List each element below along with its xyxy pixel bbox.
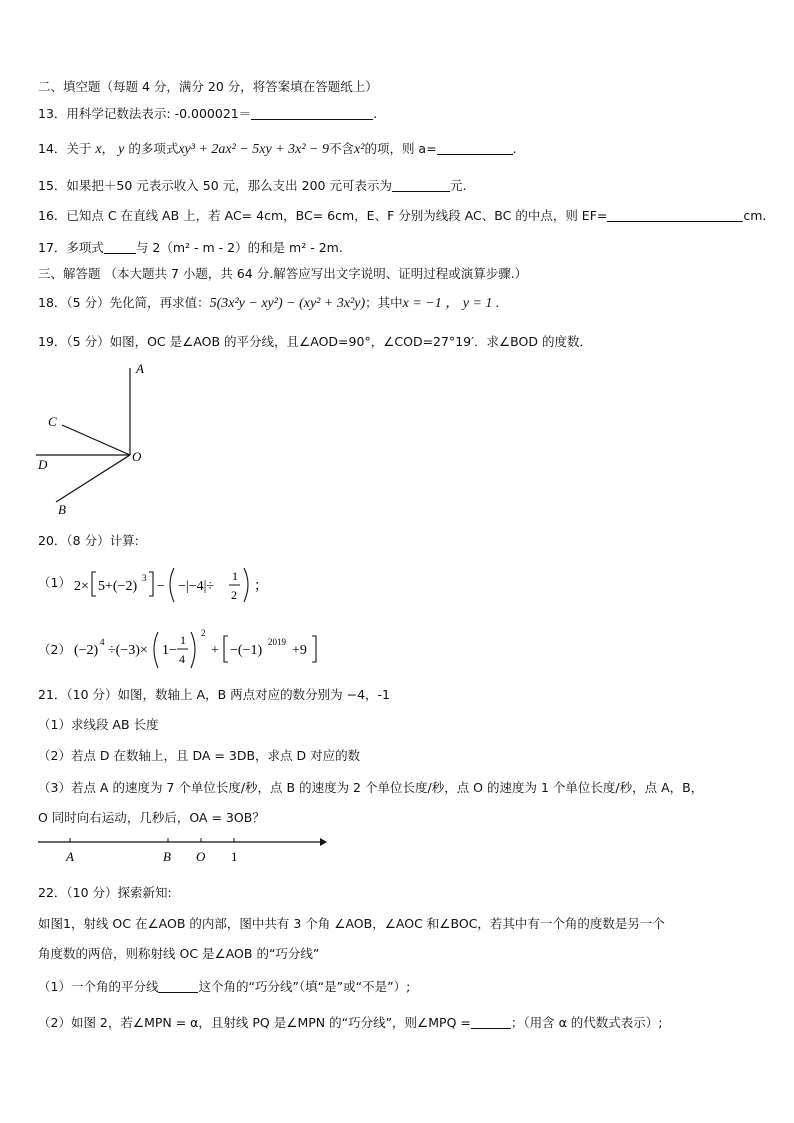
question-20 bbox=[38, 532, 139, 550]
q22-definition-line2: 角度数的两倍，则称射线 OC 是∠AOB 的“巧分线” bbox=[38, 946, 320, 961]
q22-part1-text-b: 这个角的“巧分线”（填“是”或“不是”）; bbox=[198, 979, 411, 994]
question-19 bbox=[38, 333, 592, 351]
q13-text: 用科学记数法表示: -0.000021＝ bbox=[66, 106, 252, 121]
q17-text-b: 与 2（m² - m - 2）的和是 m² - 2m. bbox=[135, 240, 343, 255]
q16-unit: cm. bbox=[743, 208, 767, 223]
svg-text:(−2): (−2) bbox=[74, 643, 99, 658]
q14-prefix: 关于 bbox=[66, 141, 92, 156]
q21-score: （10 分） bbox=[66, 687, 118, 702]
q22-definition-line1: 如图1，射线 OC 在∠AOB 的内部，图中共有 3 个角 ∠AOB，∠AOC 和∠BOC，若其中有一个角的度数是另一个 bbox=[38, 916, 665, 931]
q20-part1-expression bbox=[70, 562, 300, 608]
q15-unit: 元. bbox=[449, 178, 467, 193]
q15-answer-blank[interactable] bbox=[392, 178, 450, 192]
q14-cond-a: 不含 bbox=[329, 141, 355, 156]
q14-polynomial: xy³ + 2ax² − 5xy + 3x² − 9 bbox=[178, 142, 330, 157]
q16-answer-blank[interactable] bbox=[607, 208, 743, 222]
svg-text:2019: 2019 bbox=[268, 637, 286, 647]
q18-text-b: ；其中 bbox=[365, 295, 403, 310]
q14-term: x² bbox=[354, 142, 365, 157]
question-21 bbox=[38, 686, 390, 704]
q15-text: 如果把＋50 元表示收入 50 元，那么支出 200 元可表示为 bbox=[66, 178, 392, 193]
q13-answer-blank[interactable] bbox=[251, 106, 373, 120]
q21-number-line bbox=[36, 834, 336, 866]
q19-angle-figure bbox=[30, 360, 150, 520]
q17-number: 17． bbox=[38, 240, 67, 255]
q18-number: 18． bbox=[38, 295, 67, 310]
axis-label-o: O bbox=[196, 849, 206, 864]
svg-text:1: 1 bbox=[180, 633, 186, 647]
q16-text: 已知点 C 在直线 AB 上，若 AC= 4cm，BC= 6cm，E、F 分别为线段 AC、BC 的中点，则 EF= bbox=[66, 208, 608, 223]
q17-answer-blank[interactable] bbox=[104, 240, 136, 254]
q14-sep: ， bbox=[101, 141, 115, 156]
q15-number: 15． bbox=[38, 178, 67, 193]
question-22 bbox=[38, 884, 172, 902]
q22-part2-text-b: ；（用含 α 的代数式表示）; bbox=[510, 1015, 663, 1030]
axis-arrow-icon bbox=[320, 838, 327, 846]
q22-text: 探索新知: bbox=[117, 885, 172, 900]
question-17 bbox=[38, 239, 343, 257]
q22-part1 bbox=[38, 978, 410, 996]
q20-part1-label: （1） bbox=[38, 575, 71, 590]
q21-text: 如图，数轴上 A，B 两点对应的数分别为 −4，-1 bbox=[117, 687, 390, 702]
q14-cond-b: 的项，则 a= bbox=[364, 141, 437, 156]
q21-part1: （1）求线段 AB 长度 bbox=[38, 717, 159, 732]
axis-label-a: A bbox=[66, 849, 74, 864]
q20-number: 20． bbox=[38, 533, 67, 548]
q13-number: 13． bbox=[38, 106, 67, 121]
q18-condition: x = −1 ， y = 1 . bbox=[402, 296, 500, 311]
ray-oc bbox=[62, 425, 130, 455]
q17-text-a: 多项式 bbox=[66, 240, 104, 255]
q22-part1-text-a: （1）一个角的平分线 bbox=[38, 979, 159, 994]
question-16 bbox=[38, 207, 766, 225]
q20-part2-expression bbox=[70, 624, 340, 672]
q21-number: 21． bbox=[38, 687, 67, 702]
section3-header: 三、解答题 （本大题共 7 小题，共 64 分.解答应写出文字说明、证明过程或演算步骤.） bbox=[38, 266, 528, 281]
label-b: B bbox=[58, 502, 66, 517]
q13-end: . bbox=[373, 106, 378, 121]
q22-part2-blank[interactable] bbox=[471, 1015, 511, 1029]
label-d: D bbox=[38, 457, 48, 472]
svg-text:÷(−3)×: ÷(−3)× bbox=[108, 643, 148, 658]
q22-score: （10 分） bbox=[66, 885, 118, 900]
svg-text:4: 4 bbox=[100, 637, 105, 647]
q18-score: （5 分） bbox=[66, 295, 110, 310]
svg-text:1−: 1− bbox=[162, 643, 177, 658]
q19-text: 如图，OC 是∠AOB 的平分线，且∠AOD=90°，∠COD=27°19′．求∠BOD 的度数． bbox=[109, 334, 592, 349]
q14-answer-blank[interactable] bbox=[437, 141, 513, 155]
svg-text:+: + bbox=[211, 643, 219, 658]
q14-end: . bbox=[512, 141, 517, 156]
question-13 bbox=[38, 105, 377, 123]
label-c: C bbox=[48, 414, 57, 429]
question-15 bbox=[38, 177, 466, 195]
svg-text:4: 4 bbox=[179, 652, 185, 666]
svg-text:−: − bbox=[157, 579, 165, 594]
q21-part3-line2: O 同时向右运动，几秒后，OA = 3OB？ bbox=[38, 810, 265, 825]
label-o: O bbox=[132, 449, 142, 464]
axis-label-b: B bbox=[163, 849, 171, 864]
axis-label-one: 1 bbox=[231, 849, 238, 864]
svg-text:2×: 2× bbox=[74, 579, 89, 594]
q16-number: 16． bbox=[38, 208, 67, 223]
svg-text:+9: +9 bbox=[292, 643, 307, 658]
q19-number: 19． bbox=[38, 334, 67, 349]
q22-part2 bbox=[38, 1014, 663, 1032]
svg-text:3: 3 bbox=[142, 573, 147, 583]
q20-score: （8 分） bbox=[66, 533, 110, 548]
svg-text:−|−4|÷: −|−4|÷ bbox=[178, 579, 215, 594]
q14-number: 14． bbox=[38, 141, 67, 156]
svg-text:；: ； bbox=[254, 579, 268, 594]
q22-part1-blank[interactable] bbox=[158, 979, 198, 993]
question-14 bbox=[38, 140, 517, 159]
q18-text-a: 先化简，再求值： bbox=[109, 295, 210, 310]
svg-text:2: 2 bbox=[201, 628, 206, 638]
label-a: A bbox=[136, 361, 144, 376]
section2-header: 二、填空题（每题 4 分，满分 20 分，将答案填在答题纸上） bbox=[38, 79, 378, 94]
q19-score: （5 分） bbox=[66, 334, 110, 349]
q14-var-x: x bbox=[95, 142, 102, 157]
q18-expression: 5(3x²y − xy²) − (xy² + 3x²y) bbox=[209, 296, 366, 311]
q20-text: 计算: bbox=[109, 533, 139, 548]
q14-var-y: y bbox=[118, 142, 125, 157]
svg-text:1: 1 bbox=[232, 569, 238, 583]
ray-ob bbox=[56, 455, 130, 502]
q21-part2: （2）若点 D 在数轴上，且 DA = 3DB，求点 D 对应的数 bbox=[38, 748, 361, 763]
q20-part2-label: （2） bbox=[38, 642, 71, 657]
svg-text:2: 2 bbox=[231, 588, 237, 602]
q21-part3-line1: （3）若点 A 的速度为 7 个单位长度/秒，点 B 的速度为 2 个单位长度/秒，点 O 的速度为 1 个单位长度/秒，点 A，B， bbox=[38, 780, 704, 795]
svg-text:−(−1): −(−1) bbox=[230, 643, 263, 658]
question-18 bbox=[38, 294, 499, 313]
q22-number: 22． bbox=[38, 885, 67, 900]
svg-text:5+(−2): 5+(−2) bbox=[98, 579, 138, 594]
q22-part2-text-a: （2）如图 2，若∠MPN = α，且射线 PQ 是∠MPN 的“巧分线”，则∠MPQ = bbox=[38, 1015, 471, 1030]
q14-mid: 的多项式 bbox=[128, 141, 179, 156]
